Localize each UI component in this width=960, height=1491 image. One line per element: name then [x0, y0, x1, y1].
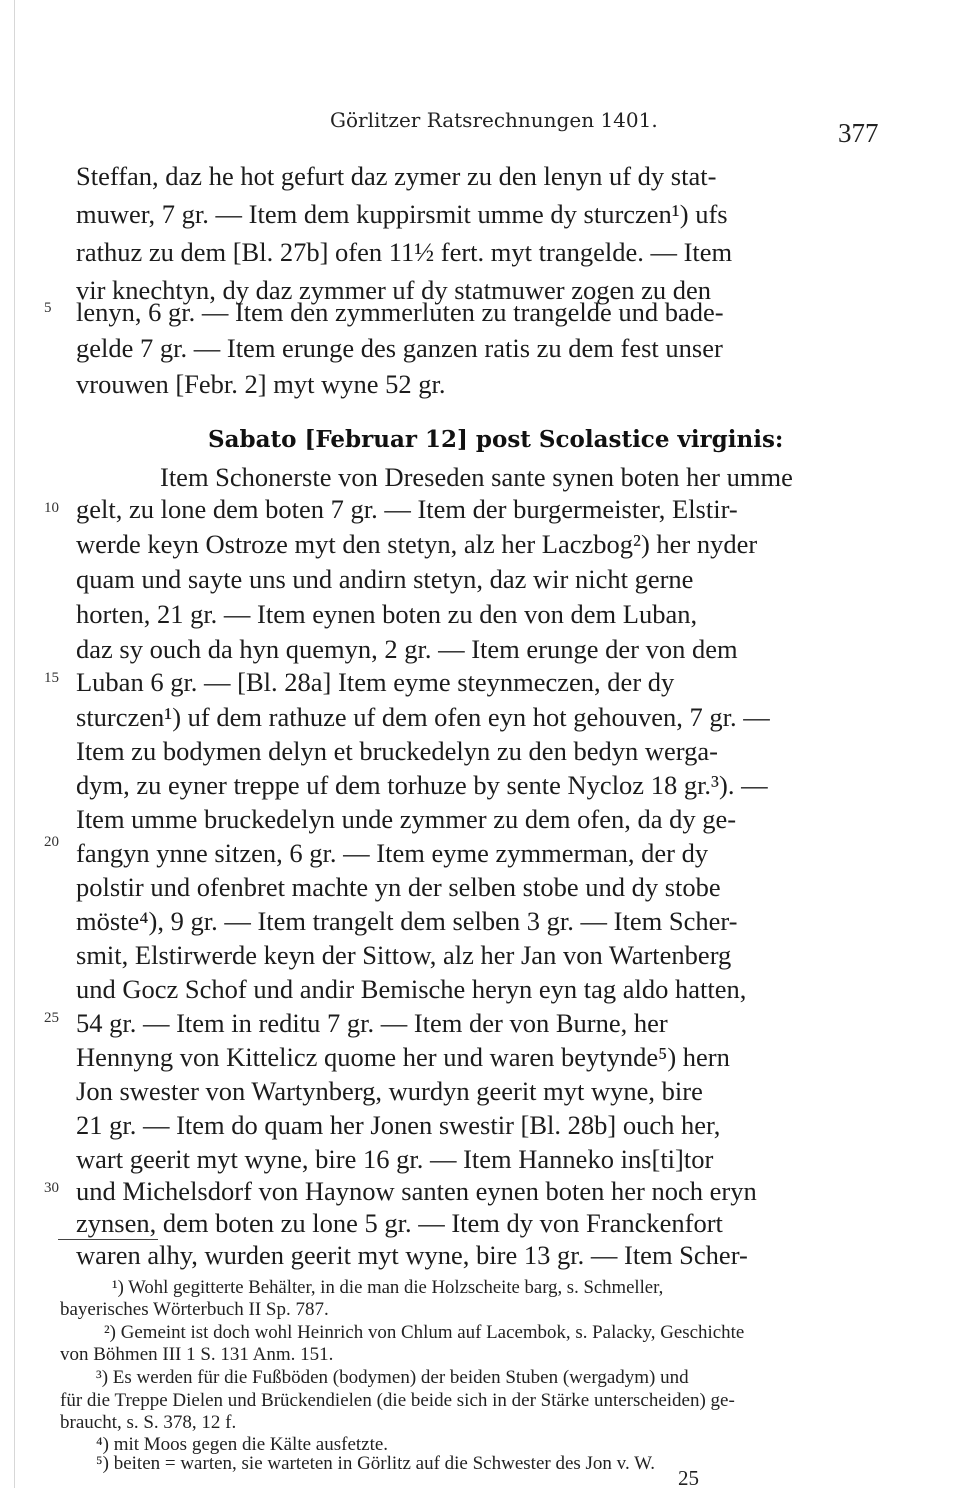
body-line: 21 gr. — Item do quam her Jonen swestir [Bl. 28b] ouch her,	[76, 1110, 721, 1140]
footnote-line: ¹) Wohl gegitterte Behälter, in die man die Holzscheite barg, s. Schmeller,	[112, 1277, 664, 1298]
body-line: Item Schonerste von Dreseden sante synen boten her umme	[160, 462, 793, 492]
section-heading: Sabato [Februar 12] post Scolastice virginis:	[208, 426, 784, 453]
body-line: Luban 6 gr. — [Bl. 28a] Item eyme steynmeczen, der dy	[76, 667, 675, 697]
body-line: gelt, zu lone dem boten 7 gr. — Item der burgermeister, Elstir-	[76, 494, 738, 524]
line-number: 5	[44, 300, 52, 316]
body-line: und Gocz Schof und andir Bemische heryn eyn tag aldo hatten,	[76, 974, 747, 1004]
line-number: 25	[44, 1010, 59, 1026]
line-number: 30	[44, 1180, 59, 1196]
body-line: lenyn, 6 gr. — Item den zymmerluten zu trangelde und bade-	[76, 297, 724, 327]
page-edge-line	[14, 0, 15, 1488]
body-line: horten, 21 gr. — Item eynen boten zu den von dem Luban,	[76, 599, 698, 629]
line-number: 20	[44, 834, 59, 850]
footnote-line: für die Treppe Dielen und Brückendielen (die beide sich in der Stärke unterscheiden) ge-	[60, 1390, 735, 1411]
footnote-line: ⁴) mit Moos gegen die Kälte ausfetzte.	[96, 1434, 389, 1455]
body-line: waren alhy, wurden geerit myt wyne, bire 13 gr. — Item Scher-	[76, 1240, 748, 1270]
body-line: daz sy ouch da hyn quemyn, 2 gr. — Item erunge der von dem	[76, 634, 738, 664]
body-line: dym, zu eyner treppe uf dem torhuze by sente Nycloz 18 gr.³). —	[76, 770, 768, 800]
body-line: smit, Elstirwerde keyn der Sittow, alz her Jan von Wartenberg	[76, 940, 732, 970]
footnote-line: ³) Es werden für die Fußböden (bodymen) der beiden Stuben (wergadym) und	[96, 1367, 689, 1388]
body-line: sturczen¹) uf dem rathuze uf dem ofen eyn hot gehouven, 7 gr. —	[76, 702, 770, 732]
line-number: 10	[44, 500, 59, 516]
page-number: 377	[838, 118, 879, 148]
footnote-line: bayerisches Wörterbuch II Sp. 787.	[60, 1299, 329, 1320]
body-line: Hennyng von Kittelicz quome her und waren beytynde⁵) hern	[76, 1042, 730, 1072]
footnote-line: von Böhmen III 1 S. 131 Anm. 151.	[60, 1344, 334, 1365]
body-line: Item zu bodymen delyn et bruckedelyn zu den bedyn werga-	[76, 736, 718, 766]
body-line: 54 gr. — Item in reditu 7 gr. — Item der von Burne, her	[76, 1008, 668, 1038]
body-line: zynsen, dem boten zu lone 5 gr. — Item dy von Franckenfort	[76, 1208, 723, 1238]
body-line: polstir und ofenbret machte yn der selben stobe und dy stobe	[76, 872, 721, 902]
footnote-line: ⁵) beiten = warten, sie warteten in Görlitz auf die Schwester des Jon v. W.	[96, 1453, 656, 1474]
footnote-line: braucht, s. S. 378, 12 f.	[60, 1412, 237, 1433]
footnote-rule	[58, 1239, 158, 1240]
body-line: gelde 7 gr. — Item erunge des ganzen ratis zu dem fest unser	[76, 333, 723, 363]
body-line: möste⁴), 9 gr. — Item trangelt dem selben 3 gr. — Item Scher-	[76, 906, 738, 936]
body-line: rathuz zu dem [Bl. 27b] ofen 11½ fert. myt trangelde. — Item	[76, 237, 733, 267]
body-line: werde keyn Ostroze myt den stetyn, alz her Laczbog²) her nyder	[76, 529, 758, 559]
line-number: 15	[44, 670, 59, 686]
body-line: quam und sayte uns und andirn stetyn, daz wir nicht gerne	[76, 564, 694, 594]
body-line: Jon swester von Wartynberg, wurdyn geerit myt wyne, bire	[76, 1076, 703, 1106]
body-line: Steffan, daz he hot gefurt daz zymer zu den lenyn uf dy stat-	[76, 161, 717, 191]
footnote-line: ²) Gemeint ist doch wohl Heinrich von Chlum auf Lacembok, s. Palacky, Geschichte	[104, 1322, 745, 1343]
running-head: Görlitzer Ratsrechnungen 1401.	[330, 108, 658, 132]
body-line: vir knechtyn, dy daz zymmer uf dy statmuwer zogen zu den	[76, 275, 712, 305]
body-line: vrouwen [Febr. 2] myt wyne 52 gr.	[76, 369, 446, 399]
body-line: muwer, 7 gr. — Item dem kuppirsmit umme dy sturczen¹) ufs	[76, 199, 728, 229]
body-line: wart geerit myt wyne, bire 16 gr. — Item Hanneko ins[ti]tor	[76, 1144, 714, 1174]
body-line: fangyn ynne sitzen, 6 gr. — Item eyme zymmerman, der dy	[76, 838, 709, 868]
signature-mark: 25	[678, 1466, 699, 1490]
body-line: und Michelsdorf von Haynow santen eynen boten her noch eryn	[76, 1176, 757, 1206]
body-line: Item umme bruckedelyn unde zymmer zu dem ofen, da dy ge-	[76, 804, 737, 834]
